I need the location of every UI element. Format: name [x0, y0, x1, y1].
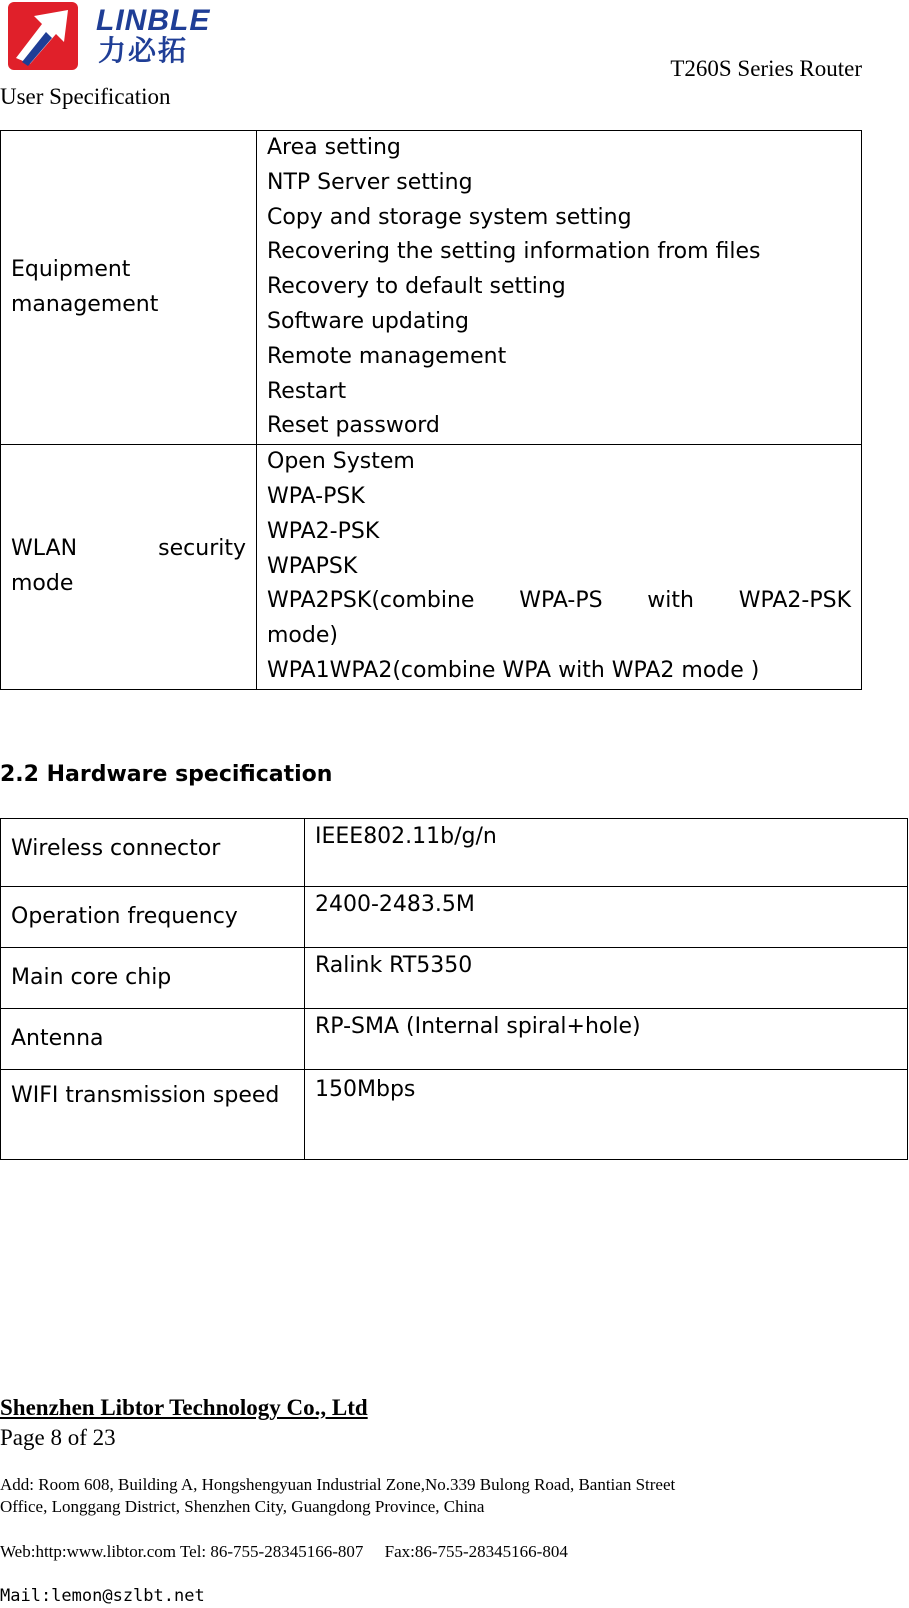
- company-name: Shenzhen Libtor Technology Co., Ltd: [0, 1395, 368, 1420]
- list-item: mode): [267, 623, 338, 649]
- label-line: mode: [11, 570, 74, 596]
- address-line: Add: Room 608, Building A, Hongshengyuan Industrial Zone,No.339 Bulong Road, Bantian Street: [0, 1475, 676, 1494]
- spec-value: IEEE802.11b/g/n: [305, 819, 908, 887]
- row-items: [257, 445, 862, 690]
- label-line: WLAN security: [11, 536, 246, 562]
- row-items: [257, 131, 862, 445]
- list-item: Remote management: [267, 343, 507, 369]
- label-line: management: [11, 291, 159, 317]
- brand-name-en: LINBLE: [96, 4, 211, 37]
- doc-subtitle: User Specification: [0, 84, 171, 109]
- list-item: Restart: [267, 378, 347, 404]
- hardware-spec-table: [0, 818, 908, 1160]
- spec-label: Wireless connector: [1, 819, 305, 887]
- list-item: WPA1WPA2(combine WPA with WPA2 mode ): [267, 657, 760, 683]
- list-item: WPA-PSK: [267, 483, 365, 509]
- contact-line: Web:http:www.libtor.com Tel: 86-755-28345166-807 Fax:86-755-28345166-804: [0, 1542, 568, 1561]
- table-row: [1, 819, 908, 887]
- section-title: 2.2 Hardware specification: [0, 762, 333, 787]
- list-item: Open System: [267, 449, 415, 475]
- table-row: [1, 1070, 908, 1160]
- row-label: [1, 131, 257, 445]
- spec-label: Main core chip: [1, 948, 305, 1009]
- list-item: Recovering the setting information from files: [267, 239, 761, 265]
- table-row: [1, 445, 862, 690]
- list-item: Area setting: [267, 135, 401, 160]
- spec-value: RP-SMA (Internal spiral+hole): [305, 1009, 908, 1070]
- spec-value: 150Mbps: [305, 1070, 908, 1160]
- doc-model: T260S Series Router: [670, 56, 862, 81]
- list-item: WPA2PSK(combine WPA-PS with WPA2-PSK: [267, 588, 851, 614]
- software-function-table: [0, 130, 862, 690]
- logo-mark-icon: [8, 2, 78, 70]
- table-row: [1, 131, 862, 445]
- spec-label: Antenna: [1, 1009, 305, 1070]
- page-number: Page 8 of 23: [0, 1425, 116, 1450]
- table-row: [1, 887, 908, 948]
- list-item: WPAPSK: [267, 553, 358, 579]
- company-logo: [8, 2, 218, 70]
- list-item: Reset password: [267, 413, 440, 439]
- list-item: Software updating: [267, 308, 469, 334]
- table-row: [1, 1009, 908, 1070]
- spec-value: Ralink RT5350: [305, 948, 908, 1009]
- list-item: Recovery to default setting: [267, 274, 566, 300]
- spec-value: 2400-2483.5M: [305, 887, 908, 948]
- list-item: Copy and storage system setting: [267, 204, 632, 230]
- list-item: WPA2-PSK: [267, 518, 380, 544]
- list-item: NTP Server setting: [267, 169, 473, 195]
- brand-name-cn: 力必拓: [98, 34, 189, 67]
- row-label: [1, 445, 257, 690]
- spec-label: Operation frequency: [1, 887, 305, 948]
- label-line: Equipment: [11, 256, 131, 282]
- spec-label: WIFI transmission speed: [1, 1070, 305, 1160]
- address-line: Office, Longgang District, Shenzhen City, Guangdong Province, China: [0, 1497, 485, 1516]
- mail-line: Mail:lemon@szlbt.net: [0, 1586, 205, 1606]
- table-row: [1, 948, 908, 1009]
